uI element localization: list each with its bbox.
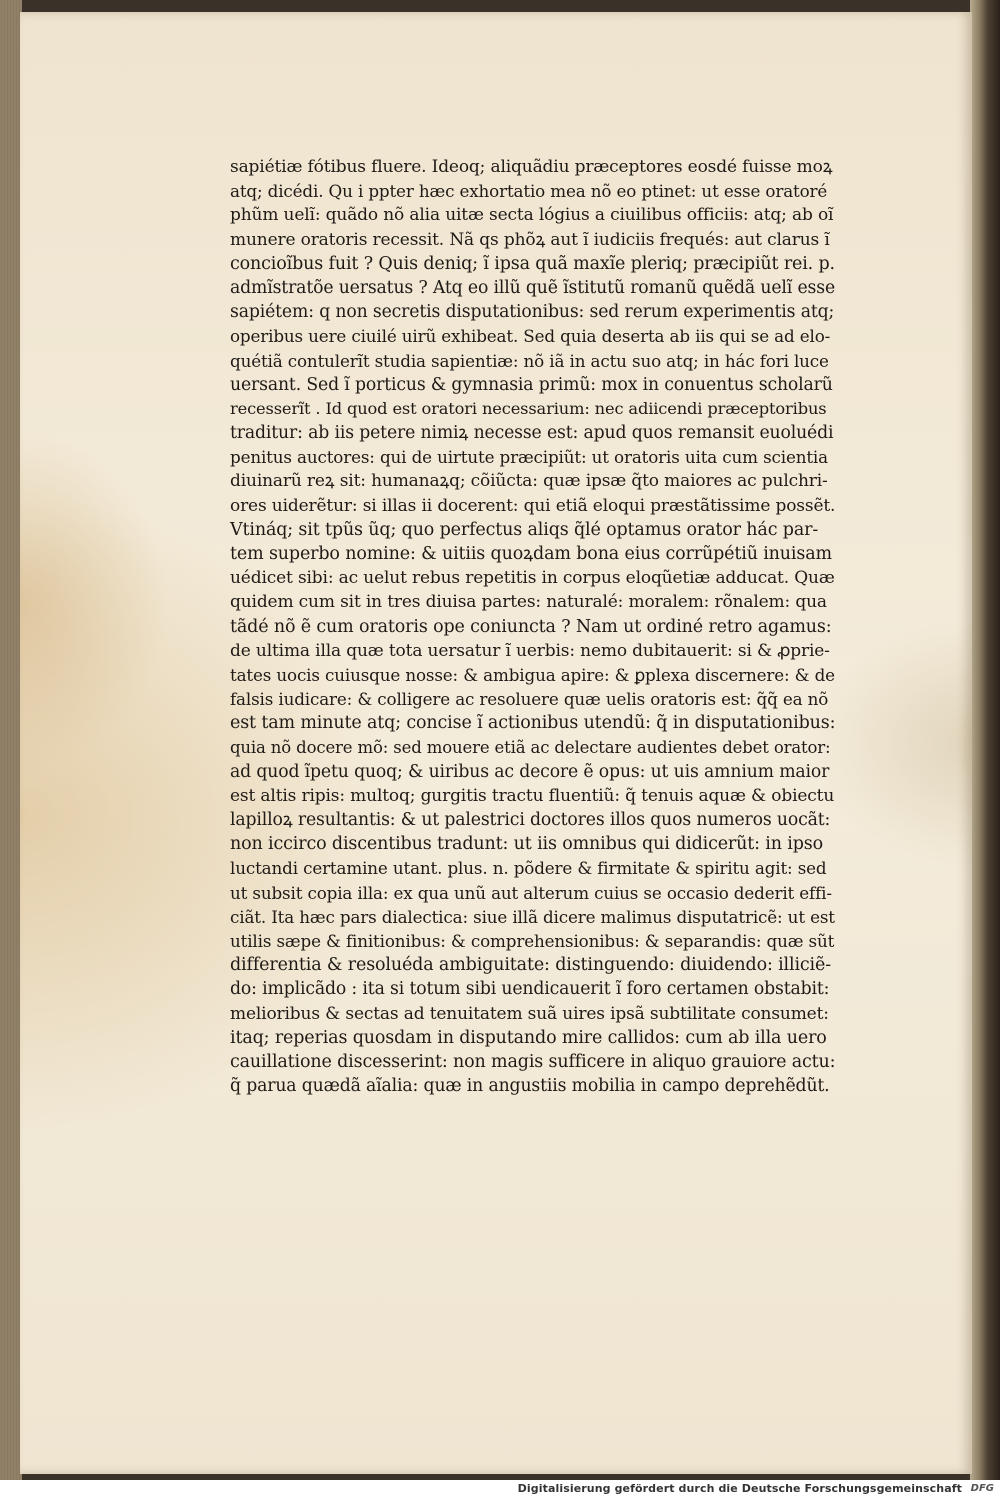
text-line: quétiã contulerĩt studia sapientiæ: nõ iã in actu suo atq; in hác fori luce xyxy=(230,350,829,371)
text-line: sapiétiæ fótibus fluere. Ideoq; aliquãdiu præceptores eosdé fuisse moꝝ xyxy=(230,157,833,177)
text-line: est tam minute atq; concise ĩ actionibus utendũ: q̃ in disputationibus: xyxy=(230,713,836,734)
text-line: luctandi certamine utant. plus. n. põdere & firmitate & spiritu agit: sed xyxy=(230,858,827,879)
text-line: traditur: ab iis petere nimiꝝ necesse est: apud quos remansit euoluédi xyxy=(230,423,834,444)
text-line: ad quod ĩpetu quoq; & uiribus ac decore ẽ opus: ut uis amnium maior xyxy=(230,761,830,782)
text-line: phũm uelĩ: quãdo nõ alia uitæ secta lógius a ciuilibus officiis: atq; ab oĩ xyxy=(230,205,834,226)
text-line: ut subsit copia illa: ex qua unũ aut alterum cuius se occasio dederit effi- xyxy=(230,882,832,903)
text-line: lapilloꝝ resultantis: & ut palestrici doctores illos quos numeros uocãt: xyxy=(230,810,831,831)
text-line: do: implicãdo : ita si totum sibi uendicauerit ĩ foro certamen obstabit: xyxy=(230,979,830,1000)
text-line: q̃ parua quædã aĩalia: quæ in angustiis mobilia in campo deprehẽdũt. xyxy=(230,1076,830,1097)
text-line: operibus uere ciuilé uirũ exhibeat. Sed quia deserta ab iis qui se ad elo- xyxy=(230,326,831,347)
text-line: diuinarũ reꝝ sit: humanaꝝq; cõiũcta: quæ ipsæ q̃to maiores ac pulchri- xyxy=(230,471,828,492)
dfg-logo: DFG xyxy=(970,1483,994,1494)
page-stain xyxy=(20,432,170,772)
text-line: admĩstratõe uersatus ? Atq eo illũ quẽ ĩstitutũ romanũ quẽdã uelĩ esse xyxy=(230,277,836,298)
page-stack-edge xyxy=(0,0,22,1480)
text-line: differentia & resoluéda ambiguitate: distinguendo: diuidendo: illiciẽ- xyxy=(230,955,831,976)
text-line: quidem cum sit in tres diuisa partes: naturalé: moralem: rõnalem: qua xyxy=(230,592,827,613)
text-line: quia nõ docere mõ: sed mouere etiã ac delectare audientes debet orator: xyxy=(230,737,831,757)
text-line: ores uiderẽtur: si illas ii docerent: qui etiã eloqui præstãtissime possẽt. xyxy=(230,495,836,516)
text-line: itaq; reperias quosdam in disputando mire callidos: cum ab illa uero xyxy=(230,1027,827,1048)
binding-gutter xyxy=(970,0,1000,1480)
text-line: melioribus & sectas ad tenuitatem suã uires ipsã subtilitate consumet: xyxy=(230,1003,829,1024)
text-line: atq; dicédi. Qu i ppter hæc exhortatio mea nõ eo ptinet: ut esse oratoré xyxy=(230,181,828,202)
text-line: Vtináq; sit tpũs ũq; quo perfectus aliqs q̃lé optamus orator hác par- xyxy=(230,519,819,540)
text-line: tates uocis cuiusque nosse: & ambigua apire: & ꝑplexa discernere: & de xyxy=(230,664,835,685)
text-line: utilis sæpe & finitionibus: & comprehensionibus: & separandis: quæ sũt xyxy=(230,931,835,951)
text-line: de ultima illa quæ tota uersatur ĩ uerbis: nemo dubitauerit: si & ꝓprie- xyxy=(230,640,830,661)
text-line: tãdé nõ ẽ cum oratoris ope coniuncta ? Nam ut ordiné retro agamus: xyxy=(230,616,832,637)
funding-credit: Digitalisierung gefördert durch die Deutsche Forschungsgemeinschaft xyxy=(517,1482,962,1495)
text-line: uersant. Sed ĩ porticus & gymnasia primũ: mox in conuentus scholarũ xyxy=(230,374,833,395)
text-line: uédicet sibi: ac uelut rebus repetitis in corpus eloqũetiæ adducat. Quæ xyxy=(230,568,835,589)
text-line: falsis iudicare: & colligere ac resoluere quæ uelis oratoris est: q̃q̃ ea nõ xyxy=(230,689,829,710)
text-line: tem superbo nomine: & uitiis quoꝝdam bona eius corrũpétiũ inuisam xyxy=(230,544,832,564)
text-block xyxy=(230,155,836,1098)
text-line: concioĩbus fuit ? Quis deniq; ĩ ipsa quã maxĩe pleriq; præcipiũt rei. p. xyxy=(230,253,835,274)
text-line: sapiétem: q non secretis disputationibus: sed rerum experimentis atq; xyxy=(230,302,835,323)
text-line: penitus auctores: qui de uirtute præcipiũt: ut oratoris uita cum scientia xyxy=(230,447,828,468)
text-line: non iccirco discentibus tradunt: ut iis omnibus qui didicerũt: in ipso xyxy=(230,834,824,855)
text-line: est altis ripis: multoq; gurgitis tractu fluentiũ: q̃ tenuis aquæ & obiectu xyxy=(230,785,835,806)
text-line: munere oratoris recessit. Nã qs phõꝝ aut ĩ iudiciis frequés: aut clarus ĩ xyxy=(230,229,830,250)
footer-bar xyxy=(0,1480,1000,1499)
text-line: ciãt. Ita hæc pars dialectica: siue illã dicere malimus disputatricẽ: ut est xyxy=(230,906,835,927)
text-line: recesserĩt . Id quod est oratori necessarium: nec adiicendi præceptoribus xyxy=(230,398,827,418)
text-line: cauillatione discesserint: non magis sufficere in aliquo grauiore actu: xyxy=(230,1051,836,1072)
